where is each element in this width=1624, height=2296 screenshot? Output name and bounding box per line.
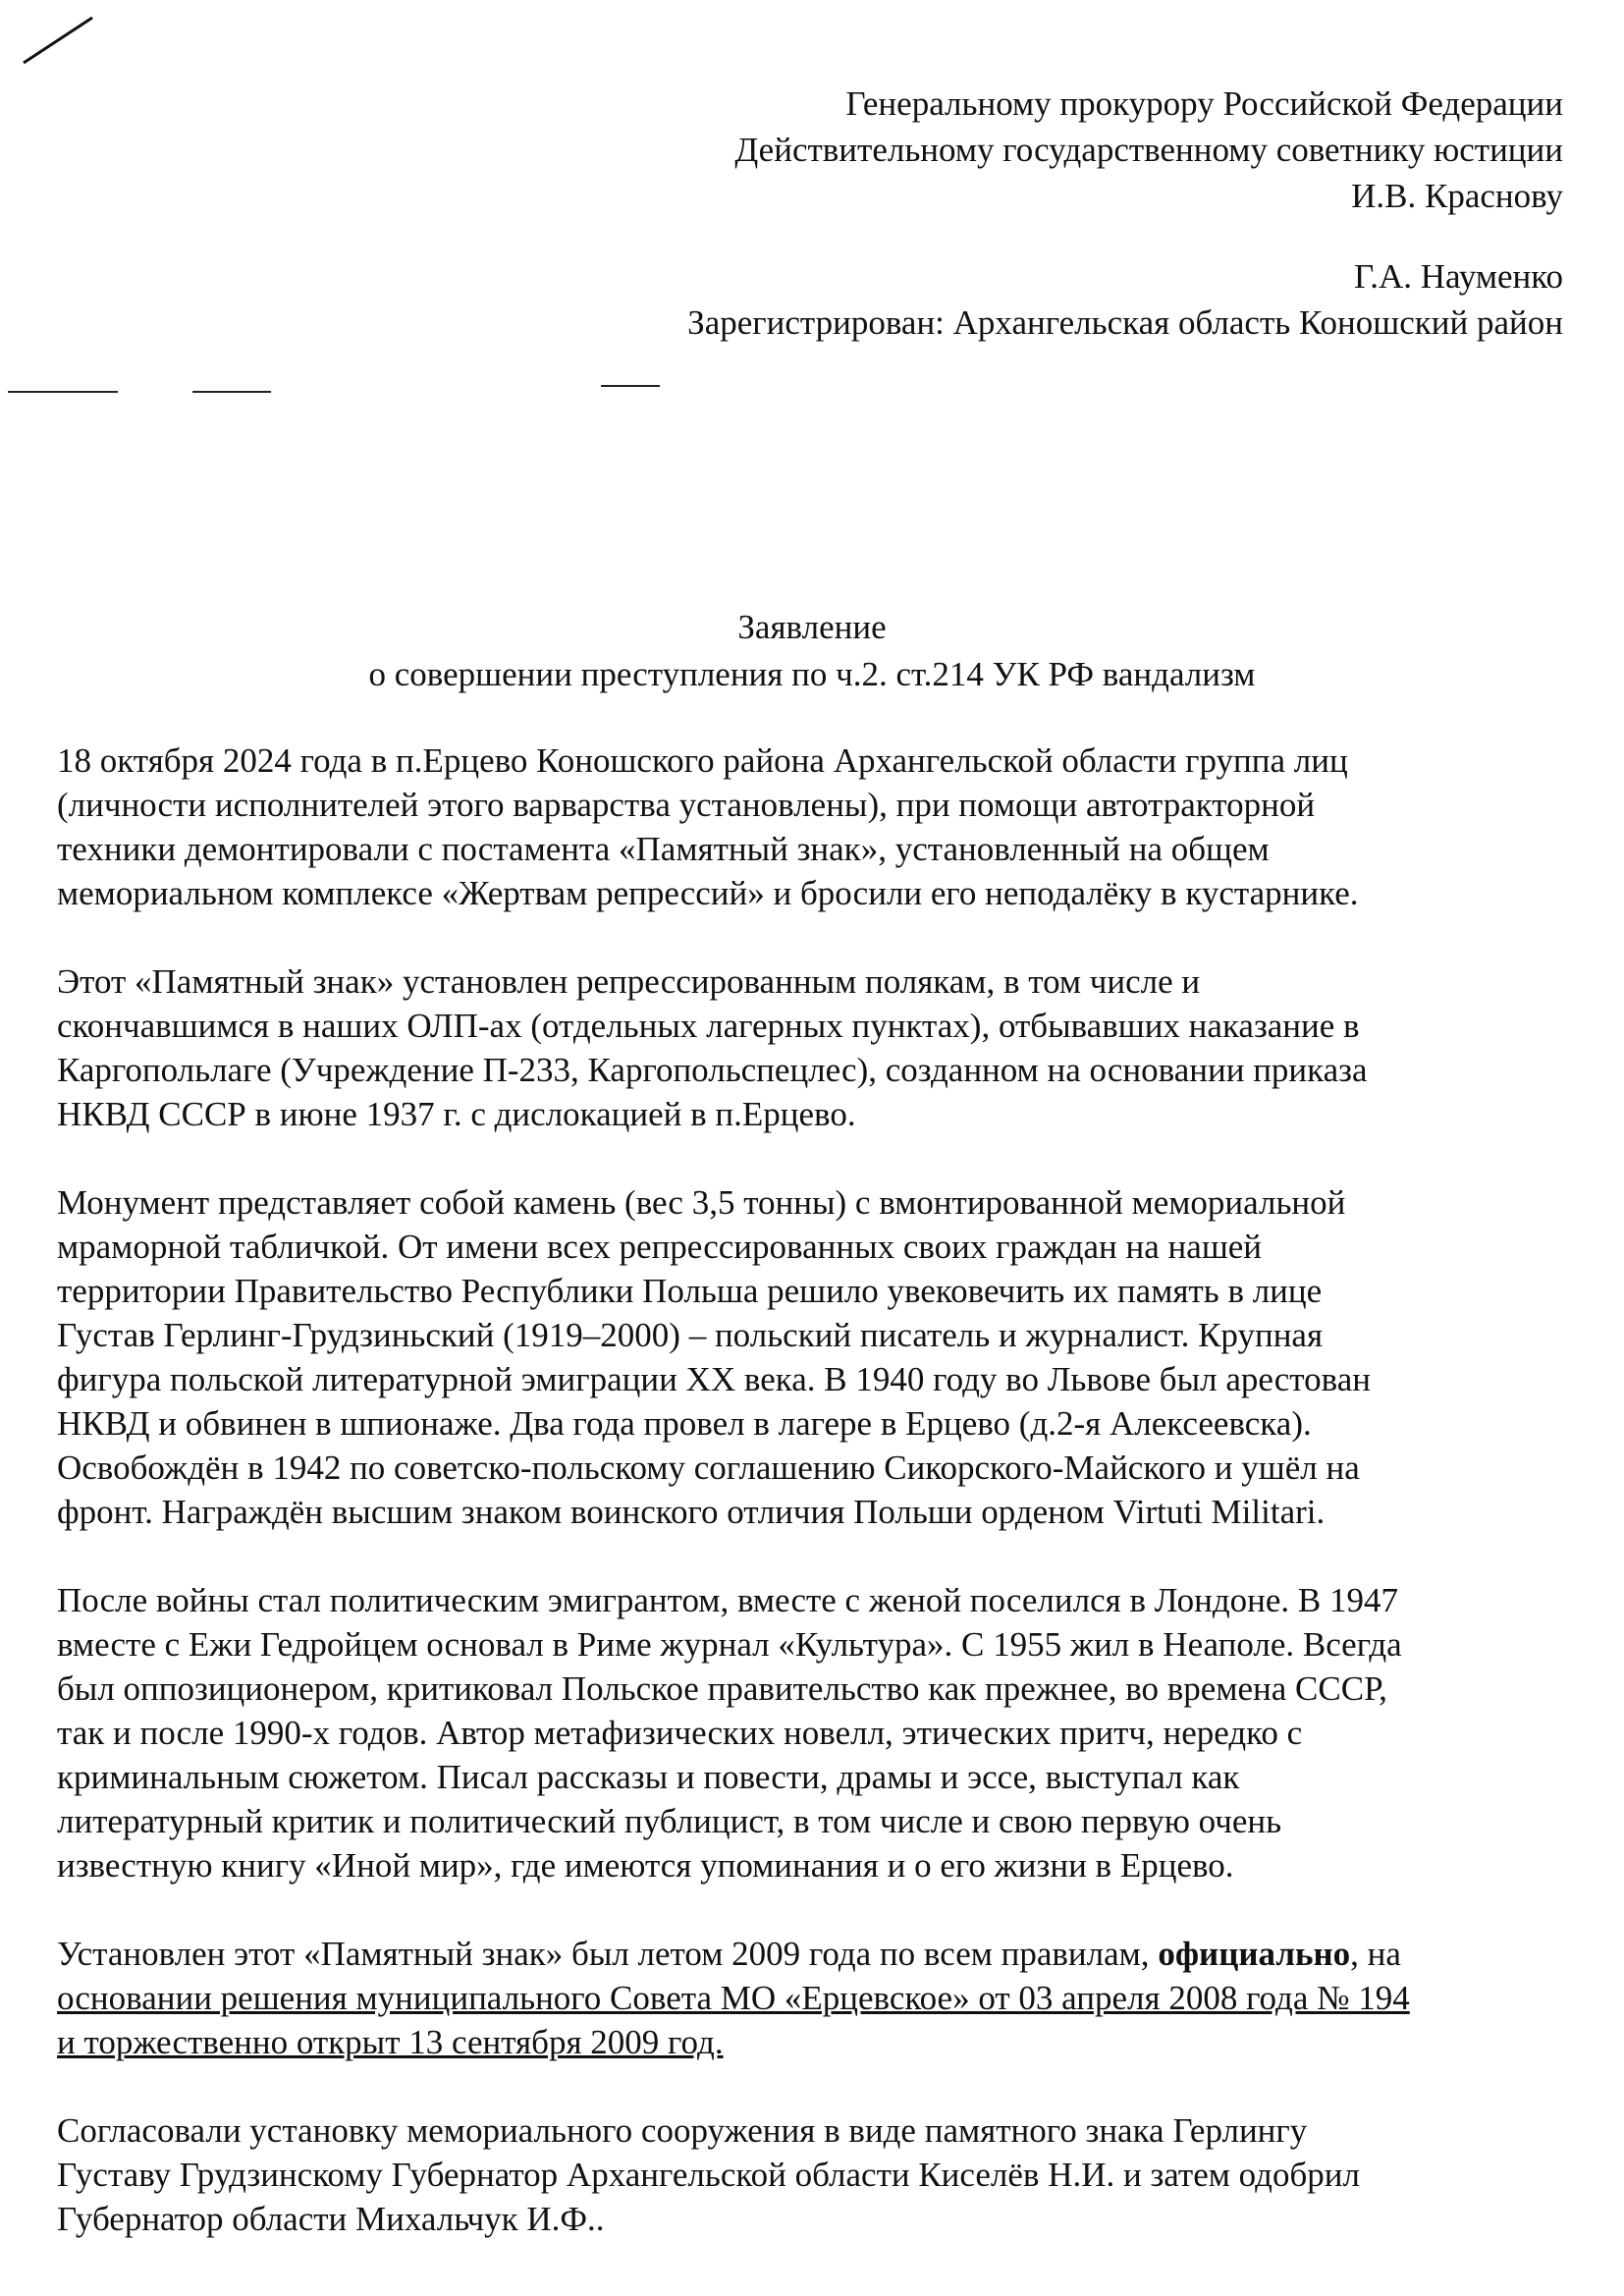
p3-line: мраморной табличкой. От имени всех репрессированных своих граждан на нашей <box>57 1228 1263 1266</box>
p5-line-3 <box>57 2020 1579 2064</box>
p2-line: Каргопольлаге (Учреждение П-233, Каргопольспецлес), созданном на основании приказа <box>57 1051 1368 1089</box>
p4-line: известную книгу «Иной мир», где имеются упоминания и о его жизни в Ерцево. <box>57 1846 1234 1885</box>
document-body <box>57 738 1579 2285</box>
p3-line: Густав Герлинг-Грудзиньский (1919–2000) – польский писатель и журналист. Крупная <box>57 1316 1324 1354</box>
p3-line: территории Правительство Республики Польша решило увековечить их память в лице <box>57 1272 1323 1310</box>
sender-block <box>385 253 1563 346</box>
addressee-line-3: И.В. Краснову <box>1351 177 1563 215</box>
title-subheading: о совершении преступления по ч.2. ст.214 УК РФ вандализм <box>368 655 1256 693</box>
paragraph-4 <box>57 1578 1579 1887</box>
p5-line-2: основании решения муниципального Совета МО «Ерцевское» от 03 апреля 2008 года № 194 <box>57 1979 1410 2017</box>
paragraph-2 <box>57 959 1579 1136</box>
p1-line: 18 октября 2024 года в п.Ерцево Коношского района Архангельской области группа лиц <box>57 741 1348 780</box>
p1-line: мемориальном комплексе «Жертвам репрессий» и бросили его неподалёку в кустарнике. <box>57 874 1359 912</box>
p3-line: фигура польской литературной эмиграции XX века. В 1940 году во Львове был арестован <box>57 1360 1371 1398</box>
p4-line: криминальным сюжетом. Писал рассказы и повести, драмы и эссе, выступал как <box>57 1758 1240 1796</box>
p4-line: После войны стал политическим эмигрантом, вместе с женой поселился в Лондоне. В 1947 <box>57 1581 1398 1619</box>
p5-line-1-end: , на <box>1350 1935 1401 1973</box>
paragraph-3 <box>57 1180 1579 1534</box>
p3-line: НКВД и обвинен в шпионаже. Два года провел в лагере в Ерцево (д.2-я Алексеевска). <box>57 1404 1312 1443</box>
p2-line: скончавшимся в наших ОЛП-ах (отдельных лагерных пунктах), отбывавших наказание в <box>57 1007 1360 1045</box>
p6-line: Густаву Грудзинскому Губернатор Архангельской области Киселёв Н.И. и затем одобрил <box>57 2156 1360 2194</box>
addressee-block <box>385 81 1563 219</box>
p2-line: НКВД СССР в июне 1937 г. с дислокацией в п.Ерцево. <box>57 1095 856 1133</box>
p3-line: фронт. Награждён высшим знаком воинского отличия Польши орденом Virtuti Militari. <box>57 1493 1326 1531</box>
paragraph-1 <box>57 738 1579 915</box>
p4-line: литературный критик и политический публицист, в том числе и свою первую очень <box>57 1802 1282 1840</box>
p3-line: Монумент представляет собой камень (вес 3,5 тонны) с вмонтированной мемориальной <box>57 1183 1346 1222</box>
p3-line: Освобождён в 1942 по советско-польскому соглашению Сикорского-Майского и ушёл на <box>57 1449 1360 1487</box>
addressee-line-1: Генеральному прокурору Российской Федерации <box>845 84 1563 123</box>
p5-line-1 <box>57 1932 1579 1976</box>
paragraph-5 <box>57 1932 1579 2064</box>
p2-line: Этот «Памятный знак» установлен репрессированным полякам, в том числе и <box>57 962 1201 1001</box>
p1-line: (личности исполнителей этого варварства установлены), при помощи автотракторной <box>57 786 1316 824</box>
paragraph-6 <box>57 2108 1579 2241</box>
pen-stroke-mark <box>20 10 98 69</box>
p4-line: так и после 1990-х годов. Автор метафизических новелл, этических притч, нередко с <box>57 1714 1303 1752</box>
scan-dash-left <box>8 391 118 393</box>
p5-bold-word: официально <box>1158 1935 1351 1973</box>
scan-dash-mid <box>601 385 660 387</box>
p4-line: вместе с Ежи Гедройцем основал в Риме журнал «Культура». С 1955 жил в Неаполе. Всегда <box>57 1625 1402 1664</box>
document-title <box>0 604 1624 698</box>
p4-line: был оппозиционером, критиковал Польское правительство как прежнее, во времена СССР, <box>57 1669 1387 1708</box>
scan-dash-left-2 <box>192 391 271 393</box>
p6-line: Губернатор области Михальчук И.Ф.. <box>57 2200 605 2238</box>
addressee-line-2: Действительному государственному советнику юстиции <box>734 131 1563 169</box>
sender-name: Г.А. Науменко <box>1353 257 1563 296</box>
p6-line: Согласовали установку мемориального сооружения в виде памятного знака Герлингу <box>57 2111 1308 2150</box>
p1-line: техники демонтировали с постамента «Памятный знак», установленный на общем <box>57 830 1270 868</box>
title-heading: Заявление <box>737 608 887 646</box>
p5-line-1-start: Установлен этот «Памятный знак» был летом 2009 года по всем правилам, <box>57 1935 1159 1973</box>
sender-registration: Зарегистрирован: Архангельская область Коношский район <box>687 303 1563 342</box>
p5-line-3-text: и торжественно открыт 13 сентября 2009 год. <box>57 2023 724 2061</box>
